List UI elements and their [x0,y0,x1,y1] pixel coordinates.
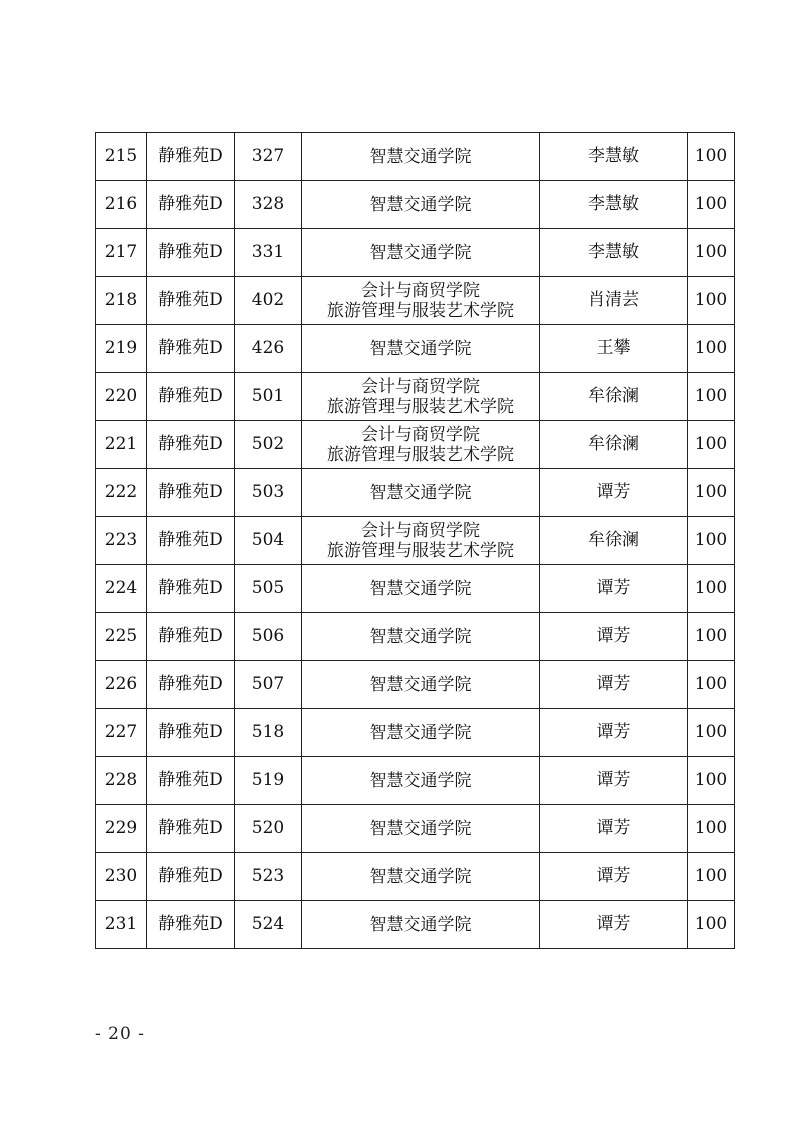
room-number-cell: 506 [235,613,302,661]
row-number-cell: 231 [96,901,147,949]
building-cell: 静雅苑D [147,133,235,181]
table-row [96,565,735,613]
counselor-cell: 李慧敏 [540,181,688,229]
table-row [96,757,735,805]
score-cell: 100 [688,421,735,469]
college-cell [302,805,540,853]
counselor-cell: 肖清芸 [540,277,688,325]
counselor-cell: 谭芳 [540,613,688,661]
row-number-cell: 221 [96,421,147,469]
counselor-cell: 王攀 [540,325,688,373]
building-cell: 静雅苑D [147,853,235,901]
college-name: 会计与商贸学院 [361,376,480,397]
row-number-cell: 223 [96,517,147,565]
room-number-cell: 502 [235,421,302,469]
row-number-cell: 230 [96,853,147,901]
building-cell: 静雅苑D [147,901,235,949]
building-cell: 静雅苑D [147,229,235,277]
dorm-score-table [95,132,735,949]
room-number-cell: 524 [235,901,302,949]
college-name: 智慧交通学院 [369,146,472,167]
row-number-cell: 229 [96,805,147,853]
college-cell [302,469,540,517]
college-name: 智慧交通学院 [369,722,472,743]
college-name: 旅游管理与服装艺术学院 [327,540,514,561]
counselor-cell: 谭芳 [540,757,688,805]
college-name: 旅游管理与服装艺术学院 [327,444,514,465]
score-cell: 100 [688,805,735,853]
building-cell: 静雅苑D [147,805,235,853]
college-cell [302,373,540,421]
score-cell: 100 [688,613,735,661]
score-cell: 100 [688,709,735,757]
row-number-cell: 218 [96,277,147,325]
row-number-cell: 227 [96,709,147,757]
building-cell: 静雅苑D [147,565,235,613]
counselor-cell: 李慧敏 [540,229,688,277]
counselor-cell: 谭芳 [540,565,688,613]
building-cell: 静雅苑D [147,709,235,757]
room-number-cell: 505 [235,565,302,613]
table-row [96,277,735,325]
building-cell: 静雅苑D [147,757,235,805]
college-cell [302,277,540,325]
room-number-cell: 328 [235,181,302,229]
college-cell [302,853,540,901]
room-number-cell: 426 [235,325,302,373]
college-name: 智慧交通学院 [369,578,472,599]
college-cell [302,709,540,757]
college-name: 智慧交通学院 [369,482,472,503]
row-number-cell: 216 [96,181,147,229]
table-row [96,853,735,901]
score-cell: 100 [688,517,735,565]
score-cell: 100 [688,229,735,277]
counselor-cell: 谭芳 [540,901,688,949]
college-name: 智慧交通学院 [369,242,472,263]
room-number-cell: 503 [235,469,302,517]
college-cell [302,613,540,661]
college-name: 智慧交通学院 [369,770,472,791]
college-cell [302,229,540,277]
counselor-cell: 谭芳 [540,469,688,517]
building-cell: 静雅苑D [147,277,235,325]
college-name: 智慧交通学院 [369,914,472,935]
room-number-cell: 518 [235,709,302,757]
room-number-cell: 523 [235,853,302,901]
score-cell: 100 [688,565,735,613]
room-number-cell: 507 [235,661,302,709]
room-number-cell: 504 [235,517,302,565]
score-cell: 100 [688,661,735,709]
table-row [96,133,735,181]
college-name: 智慧交通学院 [369,194,472,215]
table-body [96,133,735,949]
table-row [96,805,735,853]
college-cell [302,565,540,613]
score-cell: 100 [688,469,735,517]
college-cell [302,133,540,181]
college-name: 智慧交通学院 [369,338,472,359]
counselor-cell: 牟徐澜 [540,517,688,565]
score-cell: 100 [688,853,735,901]
score-cell: 100 [688,373,735,421]
building-cell: 静雅苑D [147,661,235,709]
score-cell: 100 [688,133,735,181]
table-row [96,517,735,565]
counselor-cell: 谭芳 [540,853,688,901]
college-cell [302,661,540,709]
college-name: 会计与商贸学院 [361,424,480,445]
score-cell: 100 [688,901,735,949]
row-number-cell: 226 [96,661,147,709]
college-cell [302,421,540,469]
table-row [96,901,735,949]
table-row [96,661,735,709]
row-number-cell: 225 [96,613,147,661]
college-cell [302,517,540,565]
table-row [96,373,735,421]
college-name: 智慧交通学院 [369,818,472,839]
counselor-cell: 牟徐澜 [540,421,688,469]
room-number-cell: 520 [235,805,302,853]
score-cell: 100 [688,277,735,325]
room-number-cell: 501 [235,373,302,421]
score-cell: 100 [688,181,735,229]
college-name: 会计与商贸学院 [361,280,480,301]
counselor-cell: 谭芳 [540,709,688,757]
counselor-cell: 谭芳 [540,805,688,853]
counselor-cell: 牟徐澜 [540,373,688,421]
college-name: 智慧交通学院 [369,674,472,695]
college-cell [302,325,540,373]
row-number-cell: 228 [96,757,147,805]
room-number-cell: 519 [235,757,302,805]
table-row [96,421,735,469]
row-number-cell: 219 [96,325,147,373]
room-number-cell: 327 [235,133,302,181]
score-cell: 100 [688,757,735,805]
counselor-cell: 谭芳 [540,661,688,709]
building-cell: 静雅苑D [147,469,235,517]
table-row [96,325,735,373]
row-number-cell: 224 [96,565,147,613]
page-number: - 20 - [95,1024,145,1044]
table-row [96,469,735,517]
college-name: 智慧交通学院 [369,626,472,647]
row-number-cell: 220 [96,373,147,421]
college-name: 旅游管理与服装艺术学院 [327,396,514,417]
college-cell [302,901,540,949]
college-cell [302,181,540,229]
table-row [96,709,735,757]
building-cell: 静雅苑D [147,373,235,421]
counselor-cell: 李慧敏 [540,133,688,181]
row-number-cell: 217 [96,229,147,277]
table-row [96,229,735,277]
building-cell: 静雅苑D [147,181,235,229]
building-cell: 静雅苑D [147,421,235,469]
building-cell: 静雅苑D [147,325,235,373]
room-number-cell: 331 [235,229,302,277]
table-row [96,181,735,229]
row-number-cell: 222 [96,469,147,517]
table-row [96,613,735,661]
building-cell: 静雅苑D [147,517,235,565]
college-name: 智慧交通学院 [369,866,472,887]
college-name: 旅游管理与服装艺术学院 [327,300,514,321]
row-number-cell: 215 [96,133,147,181]
room-number-cell: 402 [235,277,302,325]
building-cell: 静雅苑D [147,613,235,661]
college-name: 会计与商贸学院 [361,520,480,541]
college-cell [302,757,540,805]
score-cell: 100 [688,325,735,373]
